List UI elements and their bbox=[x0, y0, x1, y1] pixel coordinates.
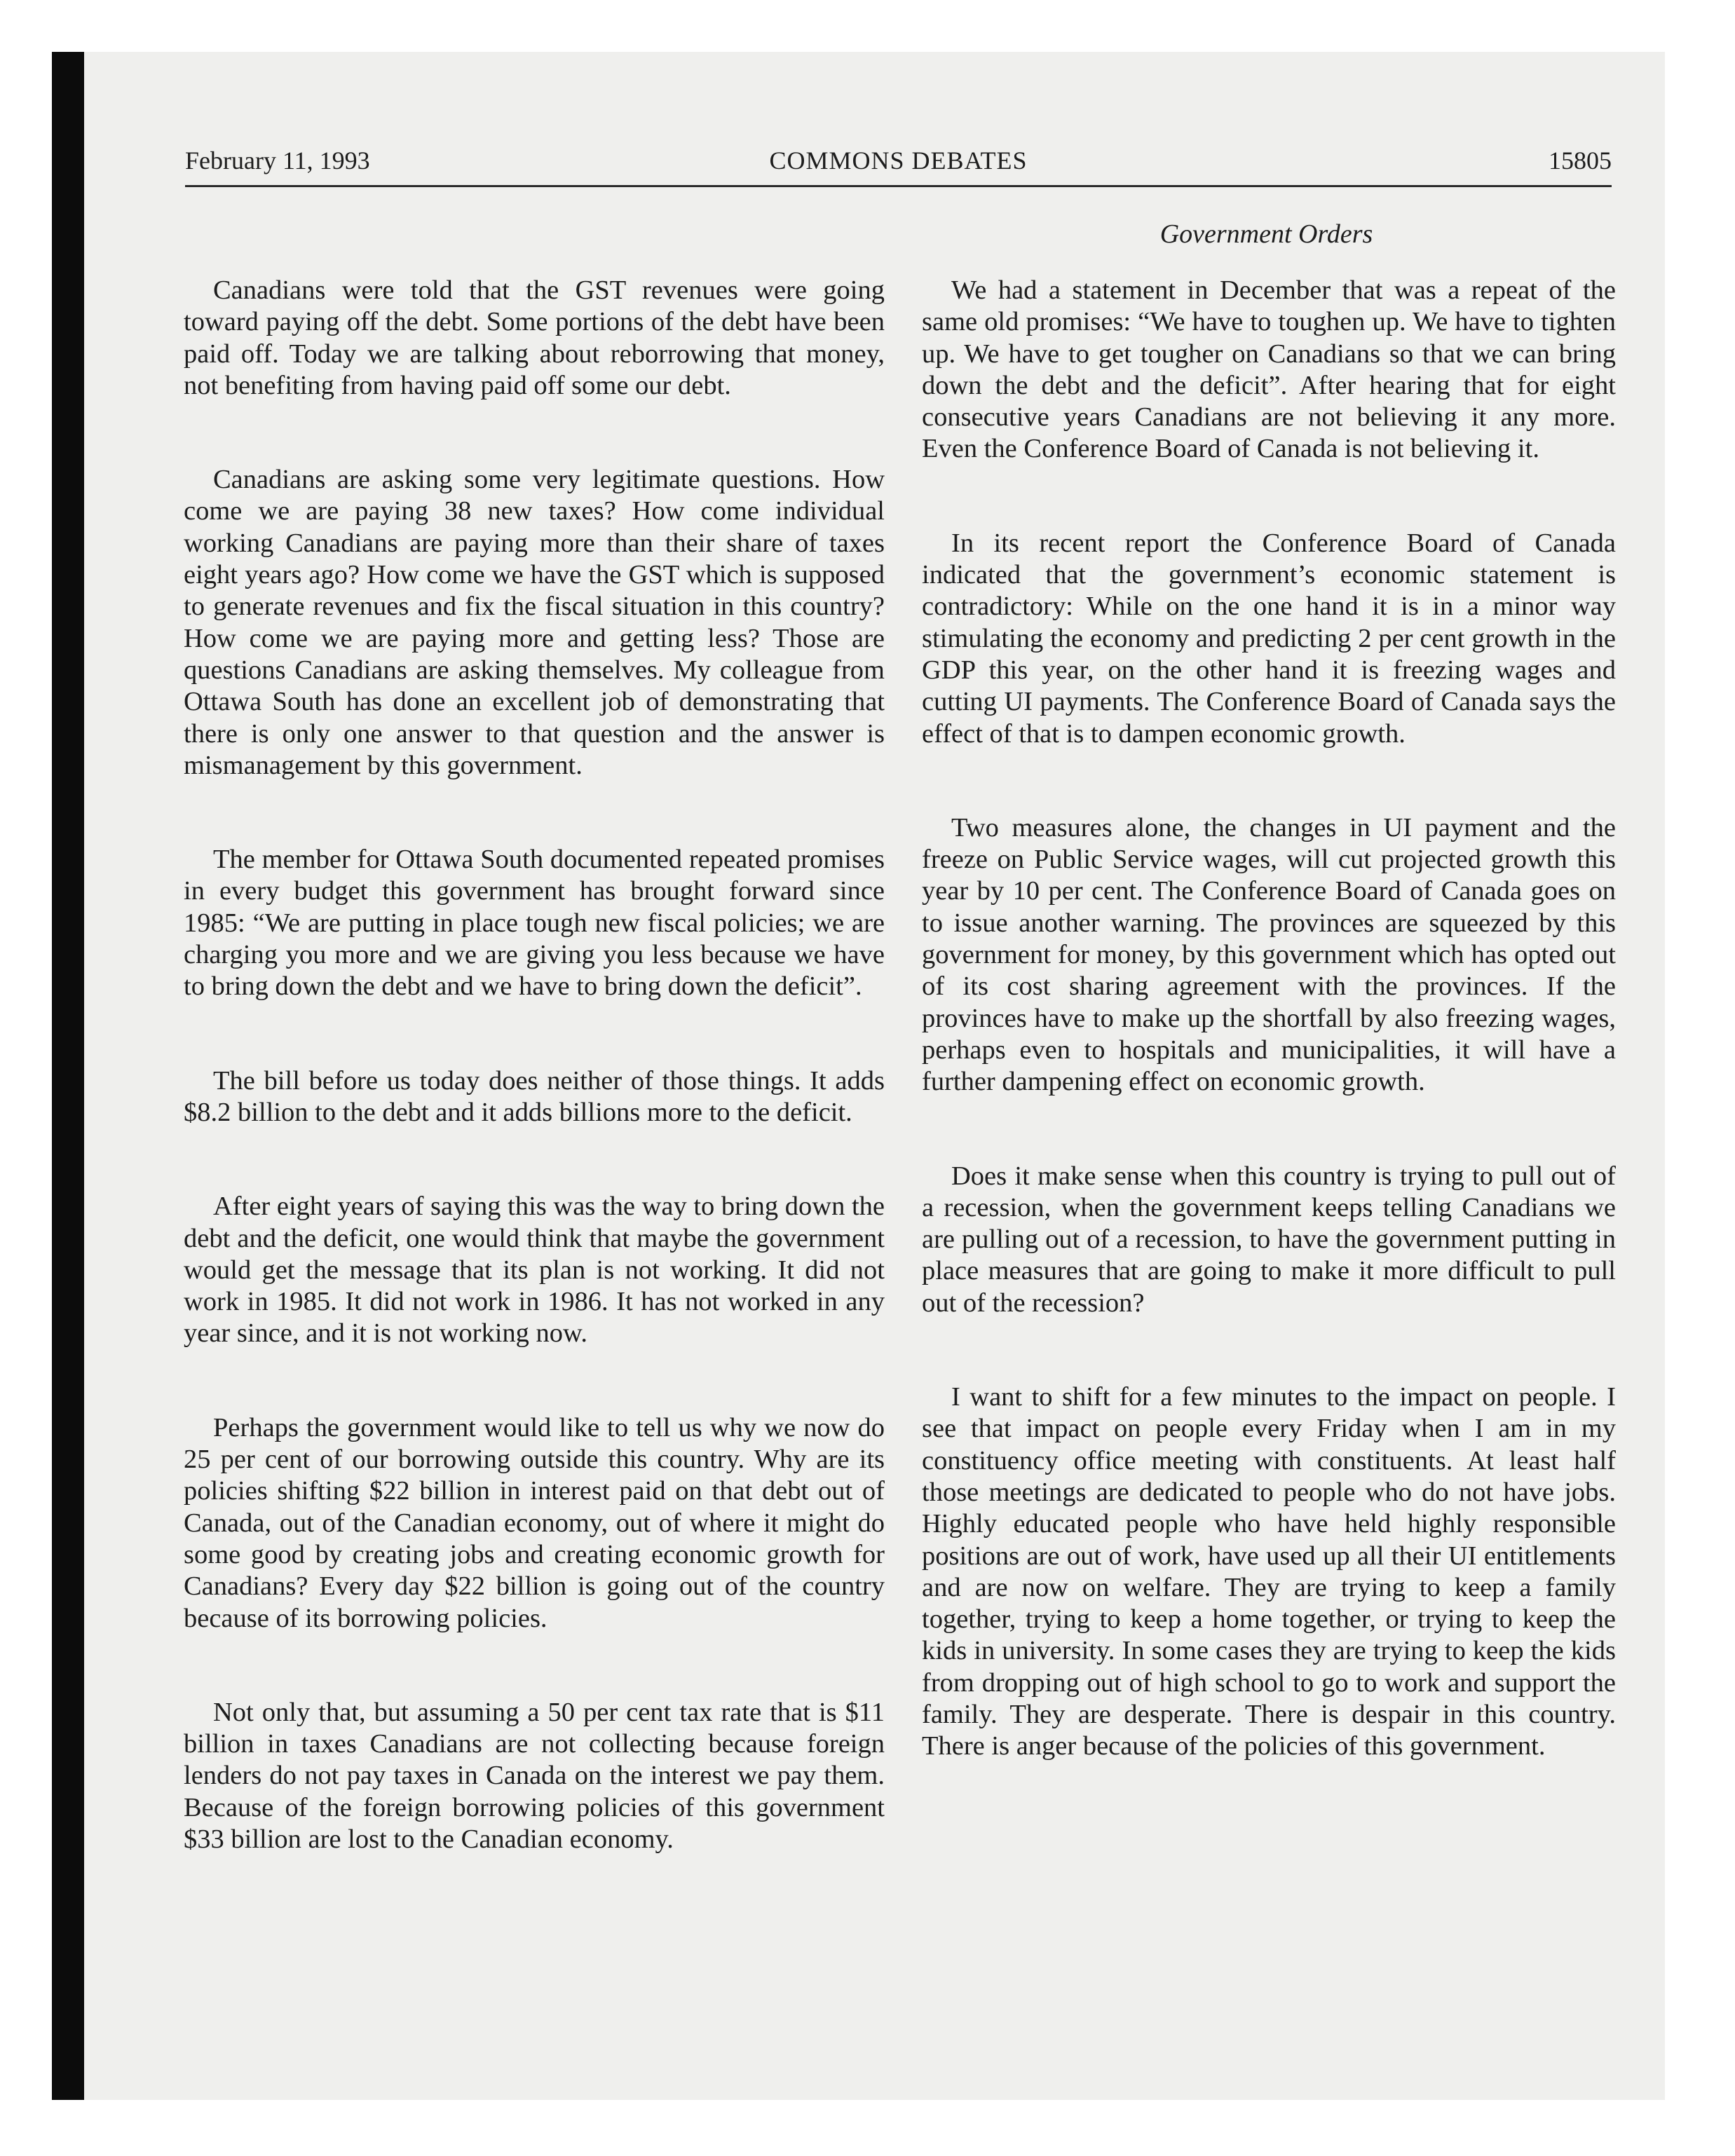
paragraph: Canadians were told that the GST revenues were going toward paying off the debt. Some portions of the debt have been paid off. Today we are talking about reborrowing that money, not benefiting from having paid off some our debt. bbox=[184, 275, 885, 400]
paragraph: Does it make sense when this country is trying to pull out of a recession, when the government keeps telling Canadians we are pulling out of a recession, to have the government putting in place measures that are going to make it more difficult to pull out of the recession? bbox=[922, 1161, 1616, 1318]
paragraph: In its recent report the Conference Board of Canada indicated that the government’s economic statement is contradictory: While on the one hand it is in a minor way stimulating the economy and predicting 2 per cent growth in the GDP this year, on the other hand it is freezing wages and cutting UI payments. The Conference Board of Canada says the effect of that is to dampen economic growth. bbox=[922, 528, 1616, 749]
paragraph: Canadians are asking some very legitimate questions. How come we are paying 38 new taxes? How come individual working Canadians are paying more than their share of taxes eight years ago? How come we have the GST which is supposed to generate revenues and fix the fiscal situation in this country? How come we are paying more and getting less? Those are questions Canadians are asking themselves. My colleague from Ottawa South has done an excellent job of demonstrating that there is only one answer to that question and the answer is mismanagement by this government. bbox=[184, 465, 885, 780]
header-publication: COMMONS DEBATES bbox=[769, 146, 1028, 175]
paragraph: Two measures alone, the changes in UI payment and the freeze on Public Service wages, will cut projected growth this year by 10 per cent. The Conference Board of Canada goes on to issue another warning. The provinces are squeezed by this government for money, by this government which has opted out of its cost sharing agreement with the provinces. If the provinces have to make up the shortfall by also freezing wages, perhaps even to hospitals and municipalities, it will have a further dampening effect on economic growth. bbox=[922, 812, 1616, 1097]
paragraph: The member for Ottawa South documented repeated promises in every budget this government has brought forward since 1985: “We are putting in place tough new fiscal policies; we are charging you more and we are giving you less because we have to bring down the debt and we have to bring down the deficit”. bbox=[184, 845, 885, 1002]
page-header bbox=[185, 143, 1612, 178]
header-page-number: 15805 bbox=[1549, 146, 1612, 175]
header-rule bbox=[185, 185, 1612, 187]
scan-border bbox=[52, 52, 84, 2100]
paragraph: Not only that, but assuming a 50 per cent tax rate that is $11 billion in taxes Canadians are not collecting because foreign lenders do not pay taxes in Canada on the interest we pay them. Because of the foreign borrowing policies of this government $33 billion are lost to the Canadian economy. bbox=[184, 1697, 885, 1854]
section-title: Government Orders bbox=[1159, 219, 1373, 249]
header-date: February 11, 1993 bbox=[185, 146, 370, 175]
right-column bbox=[922, 275, 1616, 1825]
paragraph: After eight years of saying this was the way to bring down the debt and the deficit, one would think that maybe the government would get the message that its plan is not working. It did not work in 1985. It did not work in 1986. It has not worked in any year since, and it is not working now. bbox=[184, 1192, 885, 1349]
paragraph: We had a statement in December that was a repeat of the same old promises: “We have to toughen up. We have to tighten up. We have to get tougher on Canadians so that we can bring down the debt and the deficit”. After hearing that for eight consecutive years Canadians are not believing it any more. Even the Conference Board of Canada is not believing it. bbox=[922, 275, 1616, 464]
paragraph: The bill before us today does neither of those things. It adds $8.2 billion to the debt and it adds billions more to the deficit. bbox=[184, 1065, 885, 1127]
document-page bbox=[52, 52, 1665, 2100]
paragraph: I want to shift for a few minutes to the impact on people. I see that impact on people every Friday when I am in my constituency office meeting with constituents. At least half those meetings are dedicated to people who do not have jobs. Highly educated people who have held highly responsible positions are out of work, have used up all their UI entitlements and are now on welfare. They are trying to keep a family together, trying to keep a home together, or trying to keep the kids in university. In some cases they are trying to keep the kids from dropping out of high school to go to work and support the family. They are desperate. There is despair in this country. There is anger because of the policies of this government. bbox=[922, 1382, 1616, 1761]
left-column bbox=[184, 275, 885, 1918]
paragraph: Perhaps the government would like to tell us why we now do 25 per cent of our borrowing outside this country. Why are its policies shifting $22 billion in interest paid on that debt out of Canada, out of the Canadian economy, out of where it might do some good by creating jobs and creating economic growth for Canadians? Every day $22 billion is going out of the country because of its borrowing policies. bbox=[184, 1412, 885, 1633]
